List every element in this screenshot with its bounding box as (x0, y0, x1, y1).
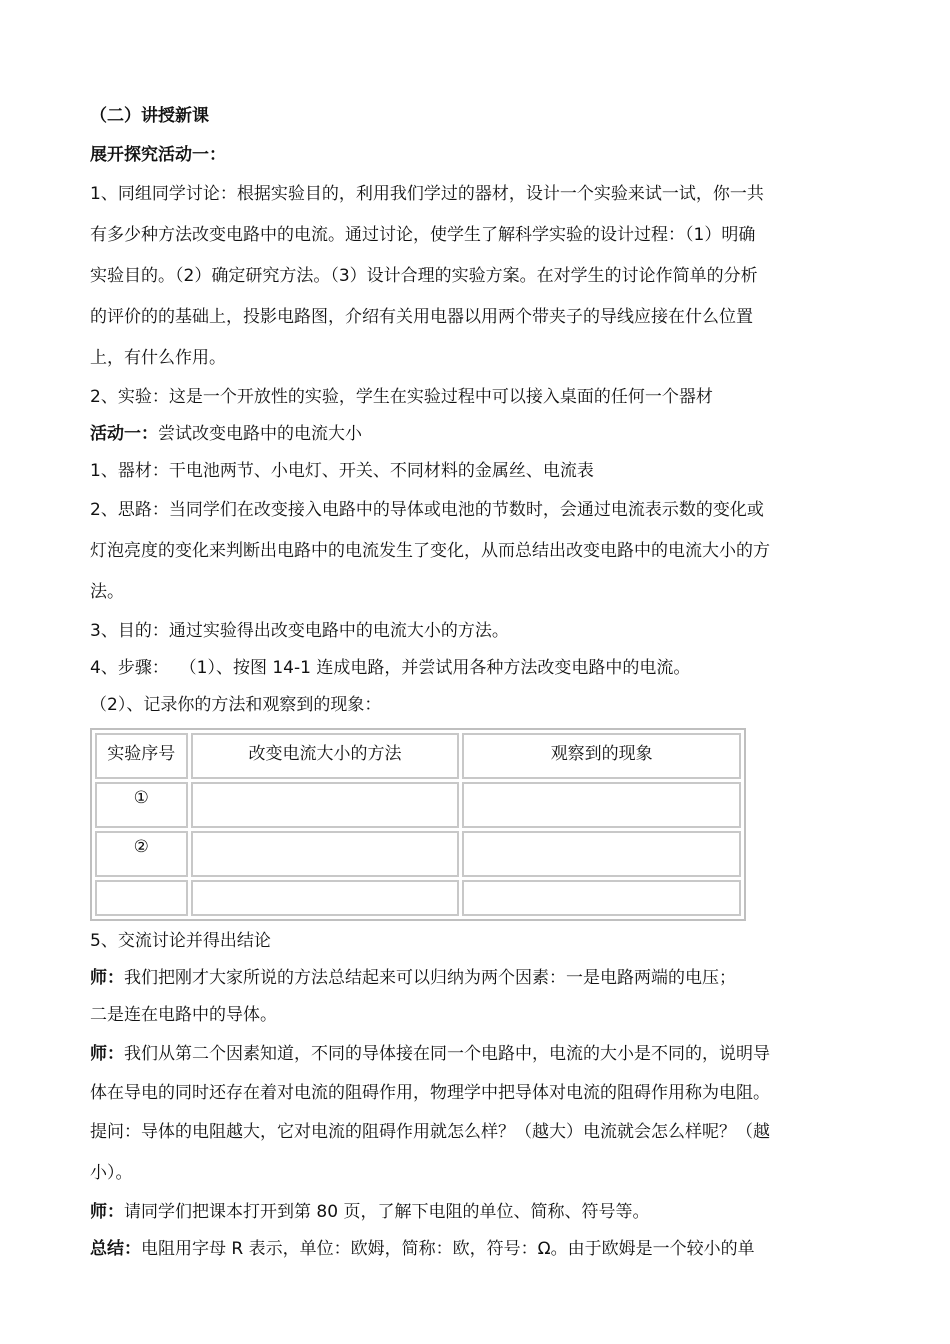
table-cell: ② (95, 831, 188, 877)
paragraph-line: 有多少种方法改变电路中的电流。通过讨论，使学生了解科学实验的设计过程：（1）明确 (90, 225, 756, 245)
teacher-label: 师： (90, 968, 124, 988)
document-page (90, 96, 870, 1268)
table-cell (191, 880, 460, 916)
teacher-label: 师： (90, 1202, 124, 1222)
paragraph-line: 法。 (90, 582, 124, 602)
summary-line (90, 1231, 870, 1268)
teacher3-line (90, 1194, 870, 1231)
table-header-cell: 观察到的现象 (462, 733, 741, 779)
table-cell (462, 831, 741, 877)
table-header-cell: 实验序号 (95, 733, 188, 779)
teacher2-cont: 体在导电的同时还存在着对电流的阻碍作用，物理学中把导体对电流的阻碍作用称为电阻。 (90, 1083, 770, 1103)
table-cell (462, 880, 741, 916)
teacher1-line (90, 960, 870, 997)
paragraph-line: 1、同组同学讨论：根据实验目的，利用我们学过的器材，设计一个实验来试一试，你一共 (90, 184, 764, 204)
table-cell (191, 831, 460, 877)
table-cell (191, 782, 460, 828)
step2-line: （2）、记录你的方法和观察到的现象： (90, 695, 382, 715)
teacher2-line (90, 1034, 870, 1075)
teacher2-text: 我们从第二个因素知道，不同的导体接在同一个电路中，电流的大小是不同的，说明导 (124, 1044, 770, 1064)
table-row (95, 782, 741, 828)
materials-line: 1、器材：干电池两节、小电灯、开关、不同材料的金属丝、电流表 (90, 461, 594, 481)
activity1-title: 尝试改变电路中的电流大小 (158, 424, 362, 444)
teacher-label: 师： (90, 1044, 124, 1064)
table-header-cell: 改变电流大小的方法 (191, 733, 460, 779)
teacher3-text: 请同学们把课本打开到第 80 页，了解下电阻的单位、简称、符号等。 (124, 1202, 650, 1222)
teacher1-text: 我们把刚才大家所说的方法总结起来可以归纳为两个因素：一是电路两端的电压； (124, 968, 736, 988)
step1-line: 4、步骤： （1）、按图 14-1 连成电路，并尝试用各种方法改变电路中的电流。 (90, 658, 691, 678)
summary-label: 总结： (90, 1239, 141, 1259)
table-row (95, 831, 741, 877)
paragraph-line: 灯泡亮度的变化来判断出电路中的电流发生了变化，从而总结出改变电路中的电流大小的方 (90, 541, 770, 561)
section-title: （二）讲授新课 (90, 106, 209, 126)
activity1-label: 活动一： (90, 424, 158, 444)
activity1-line (90, 416, 870, 453)
purpose-line: 3、目的：通过实验得出改变电路中的电流大小的方法。 (90, 621, 509, 641)
question-line-2: 小）。 (90, 1163, 133, 1183)
table-cell (95, 880, 188, 916)
table-cell: ① (95, 782, 188, 828)
conclusion-heading: 5、交流讨论并得出结论 (90, 931, 271, 951)
experiment-line: 2、实验：这是一个开放性的实验，学生在实验过程中可以接入桌面的任何一个器材 (90, 387, 713, 407)
discussion-paragraph (90, 174, 870, 379)
summary-text: 电阻用字母 R 表示，单位：欧姆，简称：欧，符号：Ω。由于欧姆是一个较小的单 (141, 1239, 755, 1259)
thinking-paragraph (90, 490, 870, 613)
paragraph-line: 2、思路：当同学们在改变接入电路中的导体或电池的节数时，会通过电流表示数的变化或 (90, 500, 764, 520)
table-row (95, 880, 741, 916)
paragraph-line: 的评价的的基础上，投影电路图，介绍有关用电器以用两个带夹子的导线应接在什么位置 (90, 307, 753, 327)
table-header-row (95, 733, 741, 779)
paragraph-line: 实验目的。（2）确定研究方法。（3）设计合理的实验方案。在对学生的讨论作简单的分析 (90, 266, 758, 286)
teacher1-cont: 二是连在电路中的导体。 (90, 1005, 277, 1025)
activity-heading: 展开探究活动一： (90, 145, 226, 165)
paragraph-line: 上，有什么作用。 (90, 348, 226, 368)
table-cell (462, 782, 741, 828)
question-line: 提问：导体的电阻越大，它对电流的阻碍作用就怎么样？（越大）电流就会怎么样呢？（越 (90, 1122, 770, 1142)
record-table (90, 728, 746, 921)
